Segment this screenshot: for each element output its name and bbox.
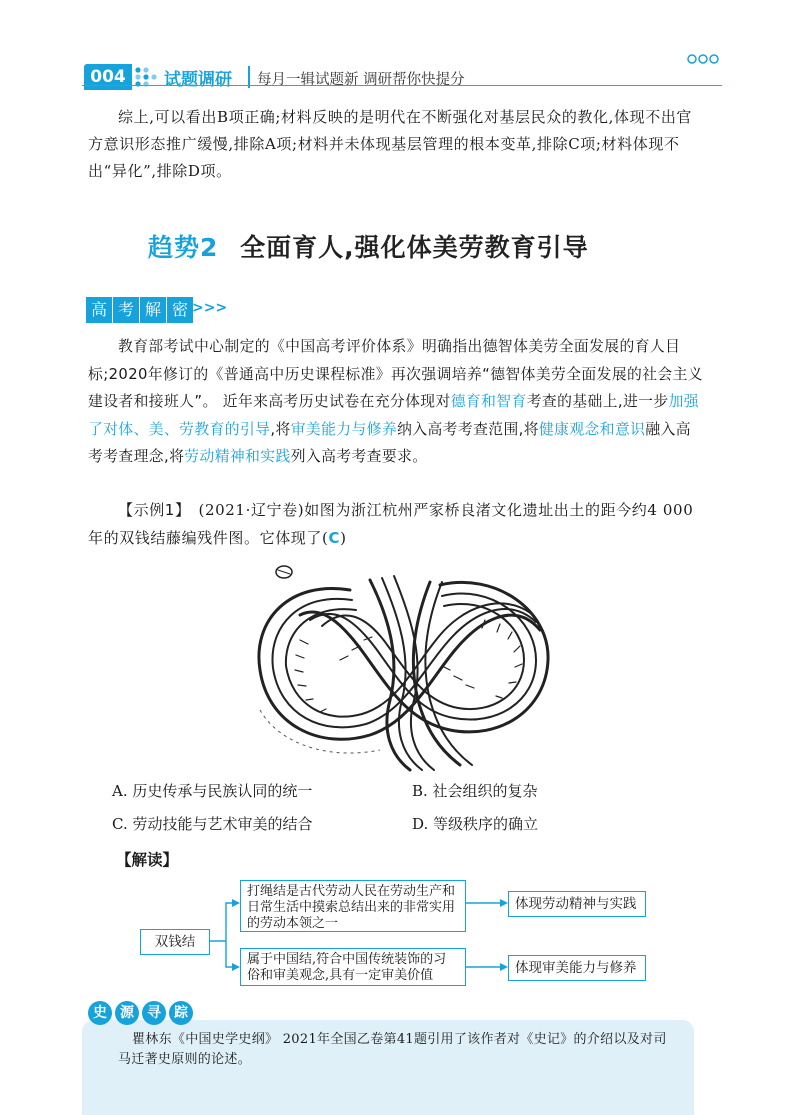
para-text: ,将 xyxy=(270,420,291,438)
analysis-root-box: 双钱结 xyxy=(140,929,210,955)
option-d: D. 等级秩序的确立 xyxy=(412,815,539,833)
page-number: 004 xyxy=(84,64,132,90)
section-arrows: >>> xyxy=(192,300,228,316)
source-char: 史 xyxy=(88,1001,112,1025)
source-char: 寻 xyxy=(142,1001,166,1025)
para-text: 列入高考考查要求。 xyxy=(290,448,428,465)
highlight-guidance: 加强了对体、美、劳教育的引导 xyxy=(88,393,699,438)
option-c: C. 劳动技能与艺术审美的结合 xyxy=(112,815,313,833)
analysis-upper-result: 体现劳动精神与实践 xyxy=(508,891,646,917)
trend-title: 全面育人,强化体美劳教育引导 xyxy=(240,233,589,262)
intro-paragraph: 综上,可以看出B项正确;材料反映的是明代在不断强化对基层民众的教化,体现不出官方意识形态推广缓慢,排除A项;材料并未体现基层管理的根本变革,排除C项;材料体现不出“异化”,排除D项。 xyxy=(88,108,693,180)
example-source: (2021·辽宁卷) xyxy=(198,501,305,519)
source-char: 源 xyxy=(115,1001,139,1025)
highlight-aesthetic: 审美能力与修养 xyxy=(290,420,398,438)
highlight-labor: 劳动精神和实践 xyxy=(184,448,291,465)
analysis-label: 【解读】 xyxy=(116,851,179,869)
trend-number: 趋势2 xyxy=(148,233,219,262)
highlight-health: 健康观念和意识 xyxy=(538,420,646,438)
header-brand: 试题调研 xyxy=(164,70,232,90)
option-a: A. 历史传承与民族认同的统一 xyxy=(112,782,313,800)
example-answer: C xyxy=(328,529,341,547)
highlight-moral-intellectual: 德育和智育 xyxy=(450,393,527,410)
para-text: 纳入高考考查范围,将 xyxy=(397,420,539,438)
analysis-lower-box: 属于中国结,符合中国传统装饰的习俗和审美观念,具有一定审美价值 xyxy=(240,948,466,986)
section-char: 密 xyxy=(167,297,193,323)
section-char: 高 xyxy=(86,297,112,323)
example-text: 如图为浙江杭州严家桥良渚文化遗址出土的距今约4 000年的双钱结藤编残件图。它体现了( xyxy=(88,501,694,547)
header-slogan: 每月一辑试题新 调研帮你快提分 xyxy=(257,72,465,88)
analysis-upper-box: 打绳结是古代劳动人民在劳动生产和日常生活中摸索总结出来的非常实用的劳动本领之一 xyxy=(240,880,466,932)
example-close: ) xyxy=(340,529,347,547)
section-char: 解 xyxy=(140,297,166,323)
option-b: B. 社会组织的复杂 xyxy=(412,782,538,800)
analysis-lower-result: 体现审美能力与修养 xyxy=(508,955,646,981)
source-char: 踪 xyxy=(169,1001,193,1025)
history-source-text: 瞿林东《中国史学史纲》 2021年全国乙卷第41题引用了该作者对《史记》的介绍以及对司马迁著史原则的论述。 xyxy=(118,1032,667,1067)
example-tag: 【示例1】 xyxy=(118,501,191,519)
para-text: 融入高考考查理念,将 xyxy=(88,420,691,465)
section-char: 考 xyxy=(113,297,139,323)
para-text: 考查的基础上,进一步 xyxy=(526,393,669,410)
para-text: 教育部考试中心制定的《中国高考评价体系》明确指出德智体美劳全面发展的育人目标;2020年修订的《普通高中历史课程标准》再次强调培养“德智体美劳全面发展的社会主义建设者和接班人”。 近年来高考历史试卷在充分体现对 xyxy=(88,338,703,410)
